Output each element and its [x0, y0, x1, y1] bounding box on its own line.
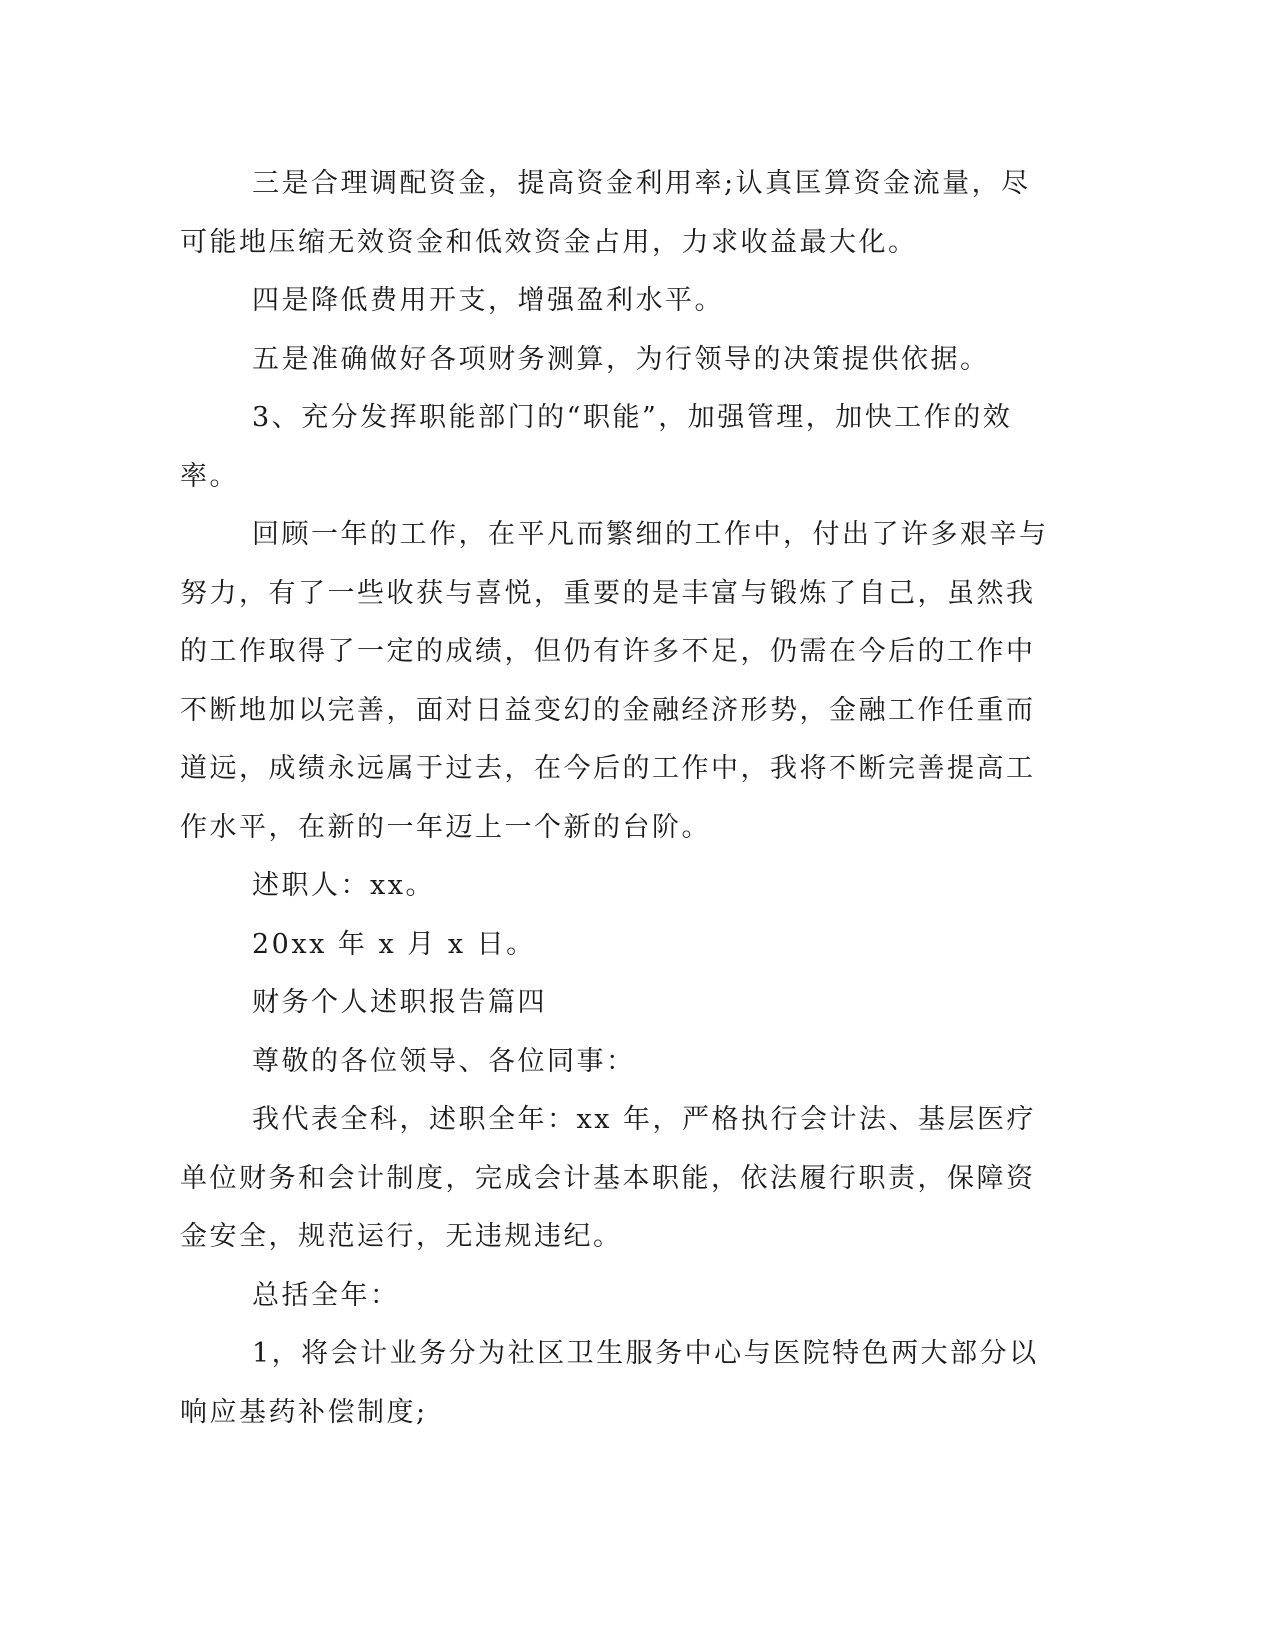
paragraph-item-1: 1，将会计业务分为社区卫生服务中心与医院特色两大部分以响应基药补偿制度;: [180, 1338, 1039, 1428]
paragraph-year-review: 回顾一年的工作，在平凡而繁细的工作中，付出了许多艰辛与努力，有了一些收获与喜悦，重要的是丰富与锻炼了自己，虽然我的工作取得了一定的成绩，但仍有许多不足，仍需在今后的工作中不断地加以完善，面对日益变幻的金融经济形势，金融工作任重而道远，成绩永远属于过去，在今后的工作中，我将不断完善提高工作水平，在新的一年迈上一个新的台阶。: [180, 519, 1049, 843]
document-body: [180, 155, 1050, 1442]
section-heading: 财务个人述职报告篇四: [252, 987, 547, 1018]
paragraph-signature: 述职人：xx。: [252, 870, 435, 901]
paragraph-funds-allocation: 三是合理调配资金，提高资金利用率;认真匡算资金流量，尽可能地压缩无效资金和低效资金占用，力求收益最大化。: [180, 168, 1031, 258]
paragraph-department-function: 3、充分发挥职能部门的“职能”，加强管理，加快工作的效率。: [180, 402, 1013, 492]
paragraph-reduce-expenses: 四是降低费用开支，增强盈利水平。: [252, 285, 724, 316]
paragraph-annual-report: 我代表全科，述职全年：xx 年，严格执行会计法、基层医疗单位财务和会计制度，完成会计基本职能，依法履行职责，保障资金安全，规范运行，无违规违纪。: [180, 1104, 1037, 1252]
paragraph-date: 20xx 年 x 月 x 日。: [252, 928, 536, 960]
paragraph-summary-heading: 总括全年：: [252, 1279, 400, 1311]
paragraph-salutation: 尊敬的各位领导、各位同事：: [252, 1045, 636, 1077]
paragraph-financial-estimates: 五是准确做好各项财务测算，为行领导的决策提供依据。: [252, 343, 990, 375]
